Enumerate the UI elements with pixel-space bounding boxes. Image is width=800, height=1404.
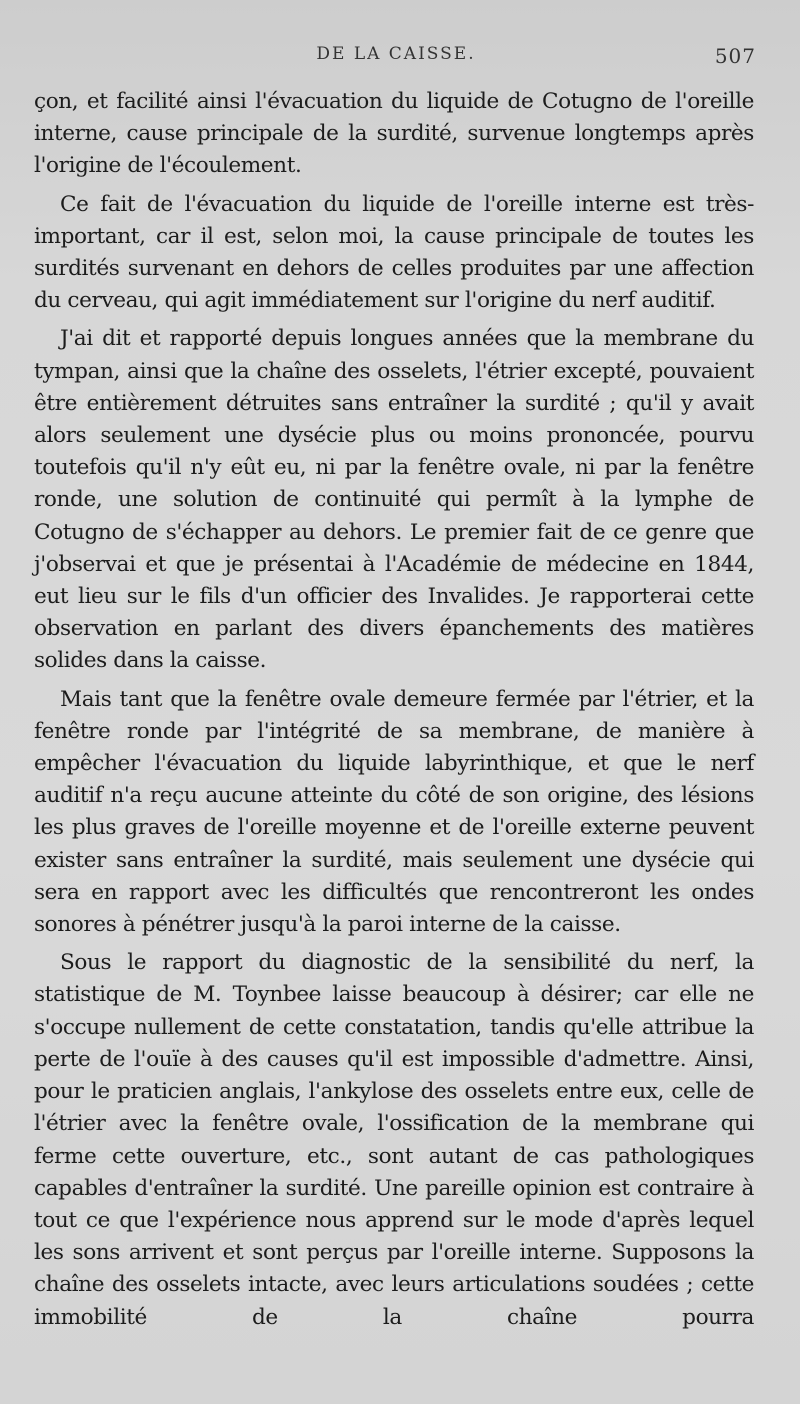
page-number: 507: [714, 44, 756, 68]
running-title: DE LA CAISSE.: [316, 44, 476, 64]
paragraph-continuation: çon, et facilité ainsi l'évacuation du liquide de Cotugno de l'oreille interne, cause principale de la surdité, survenue longtemps après l'origine de l'écoulement.: [34, 89, 754, 179]
paragraph: Mais tant que la fenêtre ovale demeure fermée par l'étrier, et la fenêtre ronde par l'intégrité de sa membrane, de manière à empêcher l'évacuation du liquide labyrinthique, et que le nerf auditif n'a reçu aucune atteinte du côté de son origine, des lésions les plus graves de l'oreille moyenne et de l'oreille externe peuvent exister sans entraîner la surdité, mais seulement une dysécie qui sera en rapport avec les difficultés que rencontreront les ondes sonores à pénétrer jusqu'à la paroi interne de la caisse.: [34, 686, 754, 938]
paragraph: J'ai dit et rapporté depuis longues années que la membrane du tympan, ainsi que la chaîne des osselets, l'étrier excepté, pouvaient être entièrement détruites sans entraîner la surdité ; qu'il y avait alors seulement une dysécie plus ou moins prononcée, pourvu toutefois qu'il n'y eût eu, ni par la fenêtre ovale, ni par la fenêtre ronde, une solution de continuité qui permît à la lymphe de Cotugno de s'échapper au dehors. Le premier fait de ce genre que j'observai et que je présentai à l'Académie de médecine en 1844, eut lieu sur le fils d'un officier des Invalides. Je rapporterai cette observation en parlant des divers épanchements des matières solides dans la caisse.: [34, 326, 754, 674]
paragraph: Ce fait de l'évacuation du liquide de l'oreille interne est très-important, car il est, selon moi, la cause principale de toutes les surdités survenant en dehors de celles produites par une affection du cerveau, qui agit immédiatement sur l'origine du nerf auditif.: [34, 191, 754, 314]
body-text: [34, 86, 754, 1334]
paragraph: Sous le rapport du diagnostic de la sensibilité du nerf, la statistique de M. Toynbee laisse beaucoup à désirer; car elle ne s'occupe nullement de cette constatation, tandis qu'elle attribue la perte de l'ouïe à des causes qu'il est impossible d'admettre. Ainsi, pour le praticien anglais, l'ankylose des osselets entre eux, celle de l'étrier avec la fenêtre ovale, l'ossification de la membrane qui ferme cette ouverture, etc., sont autant de cas pathologiques capables d'entraîner la surdité. Une pareille opinion est contraire à tout ce que l'expérience nous apprend sur le mode d'après lequel les sons arrivent et sont perçus par l'oreille interne. Supposons la chaîne des osselets intacte, avec leurs articulations soudées ; cette immobilité de la chaîne pourra: [34, 950, 754, 1330]
running-head: [36, 44, 756, 74]
